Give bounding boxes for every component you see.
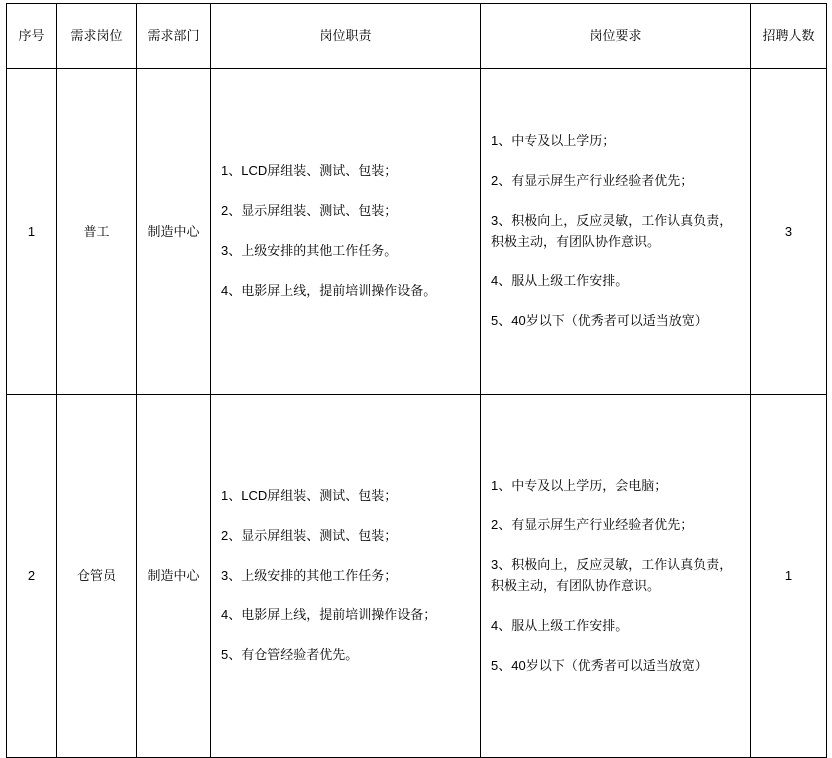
- duty-item: 2、显示屏组装、测试、包装；: [221, 527, 398, 543]
- cell-requirements: [481, 395, 751, 758]
- cell-duties: [211, 69, 481, 395]
- requirement-item: 4、服从上级工作安排。: [491, 617, 629, 633]
- requirement-item: 3、积极向上，反应灵敏，工作认真负责，积极主动，有团队协作意识。: [491, 557, 733, 593]
- requirement-item: 5、40岁以下（优秀者可以适当放宽）: [491, 313, 708, 329]
- column-header-department: 需求部门: [137, 4, 211, 69]
- cell-headcount: 1: [751, 395, 827, 758]
- requirement-item: 3、积极向上，反应灵敏，工作认真负责，积极主动，有团队协作意识。: [491, 212, 733, 249]
- duty-item: 2、显示屏组装、测试、包装；: [221, 203, 398, 219]
- table-row: [7, 69, 827, 395]
- column-header-no: 序号: [7, 4, 57, 69]
- table-row: [7, 395, 827, 758]
- requirement-item: 1、中专及以上学历；: [491, 133, 616, 149]
- cell-no: 1: [7, 69, 57, 395]
- requirement-item: 5、40岁以下（优秀者可以适当放宽）: [491, 657, 708, 673]
- recruitment-table-page: [0, 3, 832, 721]
- column-header-duties: 岗位职责: [211, 4, 481, 69]
- column-header-requirements: 岗位要求: [481, 4, 751, 69]
- recruitment-table: [6, 3, 827, 758]
- cell-post: 普工: [57, 69, 137, 395]
- duty-item: 1、LCD屏组装、测试、包装；: [221, 488, 398, 503]
- duty-item: 3、上级安排的其他工作任务。: [221, 243, 398, 258]
- duty-item: 4、电影屏上线，提前培训操作设备；: [221, 607, 437, 623]
- duty-item: 4、电影屏上线，提前培训操作设备。: [221, 282, 437, 298]
- cell-requirements: [481, 69, 751, 395]
- requirement-item: 4、服从上级工作安排。: [491, 273, 629, 289]
- requirement-item: 2、有显示屏生产行业经验者优先；: [491, 172, 694, 188]
- column-header-headcount: 招聘人数: [751, 4, 827, 69]
- column-header-post: 需求岗位: [57, 4, 137, 69]
- table-header: [7, 4, 827, 69]
- cell-department: 制造中心: [137, 395, 211, 758]
- cell-duties: [211, 395, 481, 758]
- requirement-item: 2、有显示屏生产行业经验者优先；: [491, 517, 694, 533]
- table-header-row: [7, 4, 827, 69]
- cell-post: 仓管员: [57, 395, 137, 758]
- cell-department: 制造中心: [137, 69, 211, 395]
- cell-headcount: 3: [751, 69, 827, 395]
- duty-item: 3、上级安排的其他工作任务；: [221, 567, 398, 583]
- duty-item: 1、LCD屏组装、测试、包装；: [221, 163, 398, 179]
- table-body: [7, 69, 827, 758]
- requirement-item: 1、中专及以上学历，会电脑；: [491, 477, 668, 493]
- cell-no: 2: [7, 395, 57, 758]
- duty-item: 5、有仓管经验者优先。: [221, 647, 359, 663]
